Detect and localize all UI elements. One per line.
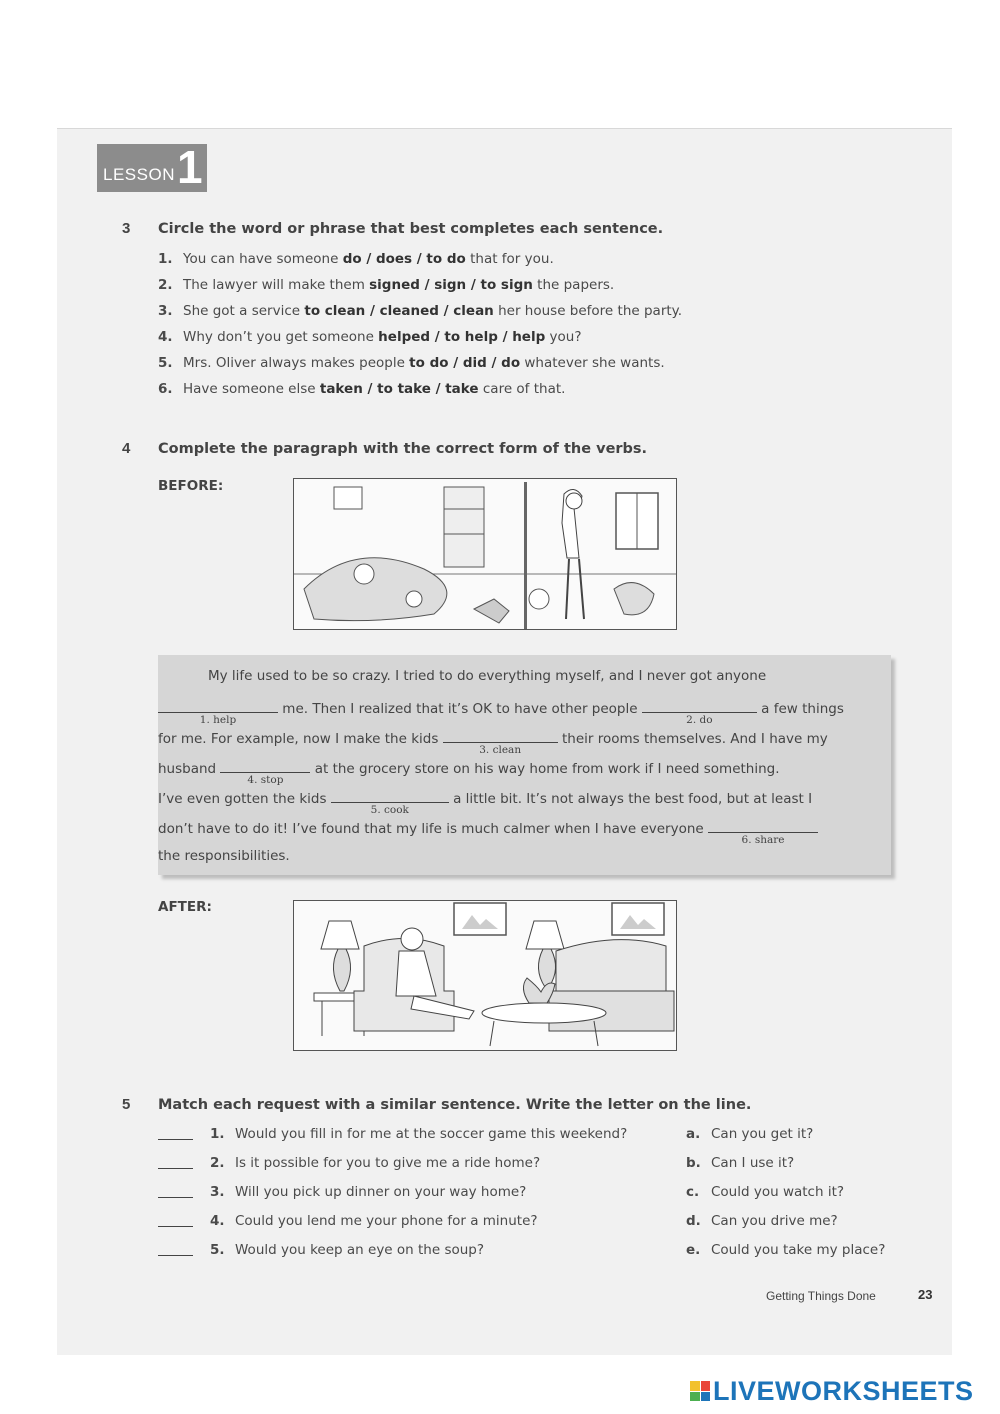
verb-hint-1: 1. help <box>199 714 237 726</box>
item-text: She got a service <box>183 303 305 319</box>
lesson-word: LESSON <box>103 165 175 184</box>
answer-text: Could you take my place? <box>711 1242 886 1258</box>
answer-c <box>686 1184 844 1200</box>
page-number: 23 <box>918 1287 933 1302</box>
item-text: You can have someone <box>183 251 343 267</box>
item-number: 1. <box>158 251 173 267</box>
request-text: Would you keep an eye on the soup? <box>235 1242 485 1258</box>
item-text: care of that. <box>478 381 566 397</box>
request-number: 5. <box>210 1242 225 1258</box>
item-text: that for you. <box>465 251 554 267</box>
paragraph-line-6 <box>158 818 818 846</box>
answer-blank-1[interactable] <box>158 698 278 726</box>
paragraph-text: husband <box>158 761 217 777</box>
request-number: 2. <box>210 1155 225 1171</box>
answer-letter: b. <box>686 1155 701 1171</box>
paragraph-text: me. Then I realized that it’s OK to have other people <box>282 701 638 717</box>
item-number: 3. <box>158 303 173 319</box>
item-number: 2. <box>158 277 173 293</box>
liveworksheets-logo[interactable] <box>690 1376 974 1406</box>
paragraph-box <box>158 655 891 875</box>
exercise-5-number: 5 <box>122 1096 131 1113</box>
answer-line-4[interactable] <box>158 1226 193 1227</box>
ex3-item-1 <box>158 251 554 267</box>
liveworksheets-icon <box>690 1381 710 1401</box>
item-text: the papers. <box>532 277 615 293</box>
ex3-item-4 <box>158 329 582 345</box>
answer-letter: e. <box>686 1242 701 1258</box>
exercise-4-title: Complete the paragraph with the correct form of the verbs. <box>158 441 648 457</box>
paragraph-text: I’ve even gotten the kids <box>158 791 327 807</box>
item-text: Mrs. Oliver always makes people <box>183 355 410 371</box>
messy-room-drawing <box>294 479 676 629</box>
paragraph-line-5 <box>158 788 813 816</box>
answer-blank-6[interactable] <box>708 818 818 846</box>
request-text: Is it possible for you to give me a ride home? <box>235 1155 541 1171</box>
before-label: BEFORE: <box>158 478 224 494</box>
request-1 <box>210 1126 627 1142</box>
brand-name: LIVEWORKSHEETS <box>713 1375 974 1406</box>
paragraph-line-3 <box>158 728 828 756</box>
request-text: Would you fill in for me at the soccer game this weekend? <box>235 1126 628 1142</box>
answer-line-2[interactable] <box>158 1168 193 1169</box>
item-options[interactable]: signed / sign / to sign <box>369 277 533 293</box>
verb-hint-6: 6. share <box>741 834 785 846</box>
request-2 <box>210 1155 540 1171</box>
request-5 <box>210 1242 484 1258</box>
answer-letter: a. <box>686 1126 701 1142</box>
item-options[interactable]: to do / did / do <box>409 355 521 371</box>
paragraph-line-2 <box>158 698 844 726</box>
after-illustration <box>293 900 677 1051</box>
lesson-badge <box>97 141 207 193</box>
before-illustration <box>293 478 677 630</box>
request-text: Will you pick up dinner on your way home? <box>235 1184 527 1200</box>
paragraph-line-7: the responsibilities. <box>158 848 290 864</box>
item-text: whatever she wants. <box>520 355 665 371</box>
answer-blank-2[interactable] <box>642 698 757 726</box>
paragraph-line-4 <box>158 758 780 786</box>
answer-line-5[interactable] <box>158 1255 193 1256</box>
answer-blank-3[interactable] <box>443 728 558 756</box>
item-options[interactable]: helped / to help / help <box>378 329 546 345</box>
verb-hint-3: 3. clean <box>479 744 522 756</box>
request-4 <box>210 1213 538 1229</box>
request-number: 3. <box>210 1184 225 1200</box>
exercise-3-title: Circle the word or phrase that best completes each sentence. <box>158 221 664 237</box>
answer-line-1[interactable] <box>158 1139 193 1140</box>
answer-text: Could you watch it? <box>711 1184 845 1200</box>
item-text: Why don’t you get someone <box>183 329 379 345</box>
paragraph-text: a little bit. It’s not always the best food, but at least I <box>453 791 813 807</box>
exercise-4-number: 4 <box>122 440 131 457</box>
answer-text: Can you get it? <box>711 1126 814 1142</box>
paragraph-text: don’t have to do it! I’ve found that my life is much calmer when I have everyone <box>158 821 704 837</box>
item-text: you? <box>545 329 582 345</box>
request-number: 1. <box>210 1126 225 1142</box>
verb-hint-2: 2. do <box>686 714 713 726</box>
verb-hint-5: 5. cook <box>370 804 409 816</box>
answer-a <box>686 1126 813 1142</box>
item-number: 6. <box>158 381 173 397</box>
footer-unit-title: Getting Things Done <box>766 1289 876 1303</box>
ex3-item-3 <box>158 303 682 319</box>
ex3-item-6 <box>158 381 565 397</box>
verb-hint-4: 4. stop <box>247 774 284 786</box>
item-options[interactable]: taken / to take / take <box>319 381 479 397</box>
answer-text: Can I use it? <box>711 1155 795 1171</box>
request-text: Could you lend me your phone for a minute? <box>235 1213 538 1229</box>
answer-d <box>686 1213 838 1229</box>
ex3-item-5 <box>158 355 665 371</box>
lesson-number: 1 <box>177 141 203 193</box>
answer-blank-4[interactable] <box>220 758 310 786</box>
request-number: 4. <box>210 1213 225 1229</box>
answer-letter: c. <box>686 1184 700 1200</box>
answer-blank-5[interactable] <box>331 788 449 816</box>
answer-e <box>686 1242 885 1258</box>
item-options[interactable]: to clean / cleaned / clean <box>304 303 494 319</box>
answer-b <box>686 1155 794 1171</box>
exercise-5-title: Match each request with a similar sentence. Write the letter on the line. <box>158 1097 752 1113</box>
item-number: 5. <box>158 355 173 371</box>
request-3 <box>210 1184 526 1200</box>
paragraph-text: a few things <box>761 701 844 717</box>
answer-text: Can you drive me? <box>711 1213 838 1229</box>
tidy-room-drawing <box>294 901 676 1050</box>
paragraph-text: at the grocery store on his way home from work if I need something. <box>314 761 780 777</box>
item-text: The lawyer will make them <box>183 277 370 293</box>
answer-line-3[interactable] <box>158 1197 193 1198</box>
paragraph-text: for me. For example, now I make the kids <box>158 731 439 747</box>
ex3-item-2 <box>158 277 614 293</box>
answer-letter: d. <box>686 1213 701 1229</box>
item-number: 4. <box>158 329 173 345</box>
after-label: AFTER: <box>158 899 212 915</box>
item-text: Have someone else <box>183 381 320 397</box>
paragraph-line-1: My life used to be so crazy. I tried to do everything myself, and I never got anyone <box>208 668 767 684</box>
exercise-3-number: 3 <box>122 220 131 237</box>
paragraph-text: their rooms themselves. And I have my <box>561 731 828 747</box>
item-options[interactable]: do / does / to do <box>342 251 466 267</box>
item-text: her house before the party. <box>493 303 683 319</box>
